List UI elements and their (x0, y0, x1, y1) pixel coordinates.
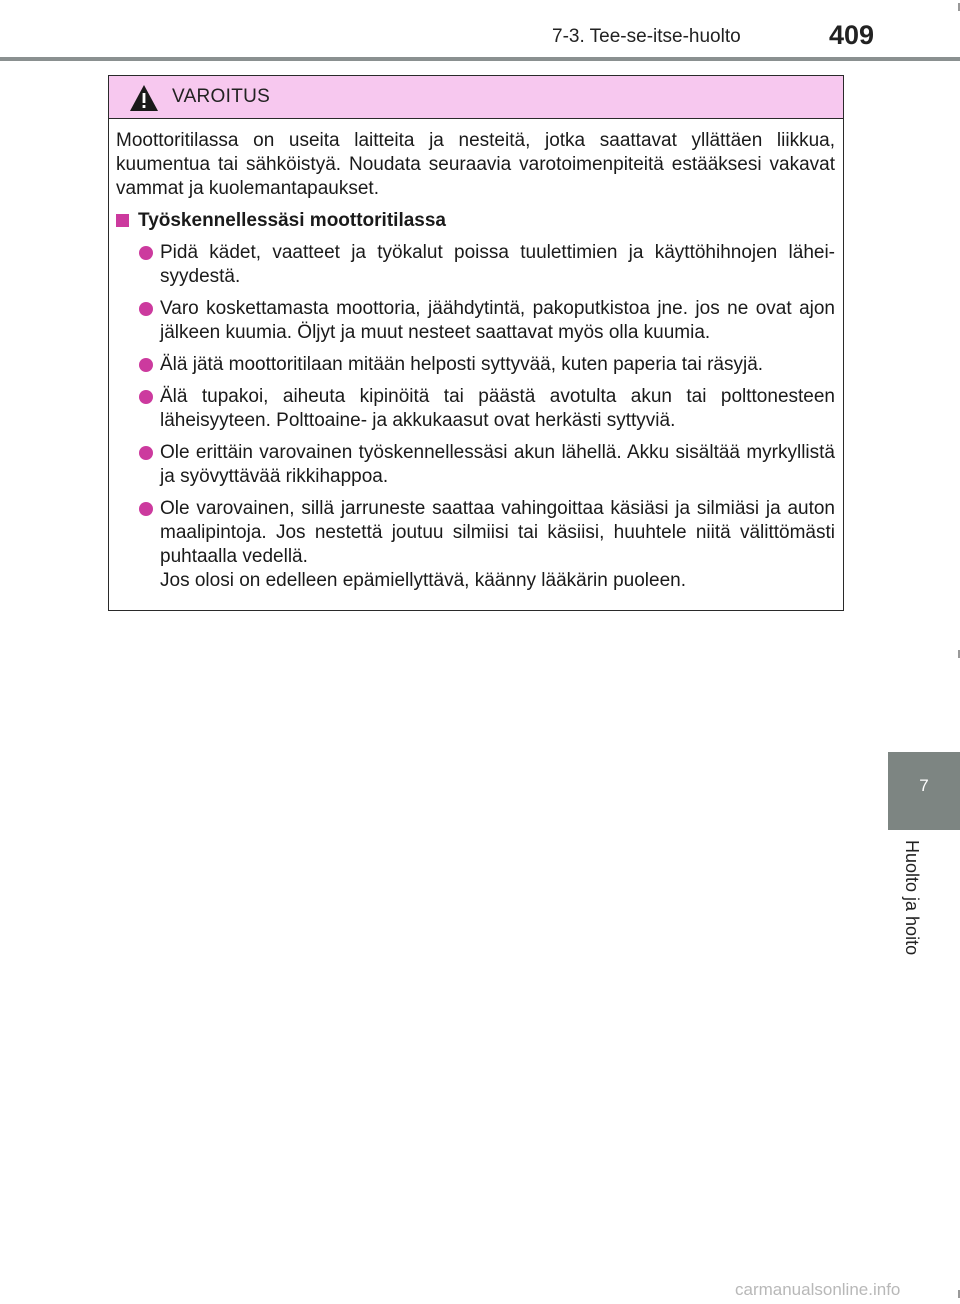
list-item (116, 297, 835, 345)
subheading-text: Työskennellessäsi moottoritilassa (138, 210, 446, 231)
list-item-text: Älä tupakoi, aiheuta kipinöitä tai päästä avotulta akun tai polttonesteen läheisyyteen. Polttoaine- ja akkukaasut ovat herkästi syttyviä. (160, 386, 835, 431)
warning-triangle-icon (129, 84, 159, 112)
chapter-number: 7 (919, 776, 929, 795)
warning-subheading (116, 209, 835, 233)
list-item-text: Ole varovainen, sillä jarruneste saattaa vahingoittaa käsiäsi ja silmiäsi ja auton maalipintoja. Jos nestettä joutuu silmiisi tai käsiisi, huuhtele niitä välittömästi puhtaalla vedellä. (160, 498, 835, 567)
warning-header (109, 76, 843, 119)
header-rule (0, 57, 960, 61)
section-title: 7-3. Tee-se-itse-huolto (552, 26, 741, 47)
list-item (116, 385, 835, 433)
square-bullet-icon (116, 214, 129, 227)
circle-bullet-icon (139, 502, 153, 516)
list-item-text: Pidä kädet, vaatteet ja työkalut poissa tuulettimien ja käyttöhihnojen lähei-syydestä. (160, 242, 835, 287)
list-item (116, 497, 835, 593)
circle-bullet-icon (139, 390, 153, 404)
list-item-followup: Jos olosi on edelleen epämiellyttävä, käänny lääkärin puoleen. (160, 570, 687, 591)
warning-box (108, 75, 844, 611)
list-item-text: Ole erittäin varovainen työskennellessäsi akun lähellä. Akku sisältää myrkyllistä ja syövyttävää rikkihappoa. (160, 442, 835, 487)
circle-bullet-icon (139, 246, 153, 260)
list-item (116, 441, 835, 489)
list-item-text: Älä jätä moottoritilaan mitään helposti syttyvää, kuten paperia tai räsyjä. (160, 354, 764, 375)
chapter-label: Huolto ja hoito (902, 840, 922, 956)
page-number: 409 (829, 20, 875, 50)
watermark: carmanualsonline.info (735, 1280, 901, 1299)
circle-bullet-icon (139, 358, 153, 372)
circle-bullet-icon (139, 446, 153, 460)
chapter-tab (888, 752, 960, 830)
circle-bullet-icon (139, 302, 153, 316)
list-item-text: Varo koskettamasta moottoria, jäähdytintä, pakoputkistoa jne. jos ne ovat ajon jälkeen kuumia. Öljyt ja muut nesteet saattavat myös olla kuumia. (160, 298, 835, 343)
list-item (116, 241, 835, 289)
warning-intro: Moottoritilassa on useita laitteita ja nesteitä, jotka saattavat yllättäen liikkua, kuumentua tai sähköistyä. Noudata seuraavia varotoimenpiteitä estääksesi vakavat vammat ja kuolemantapaukset. (116, 130, 835, 199)
warning-title: VAROITUS (172, 86, 271, 107)
warning-body (109, 119, 843, 593)
list-item (116, 353, 835, 377)
